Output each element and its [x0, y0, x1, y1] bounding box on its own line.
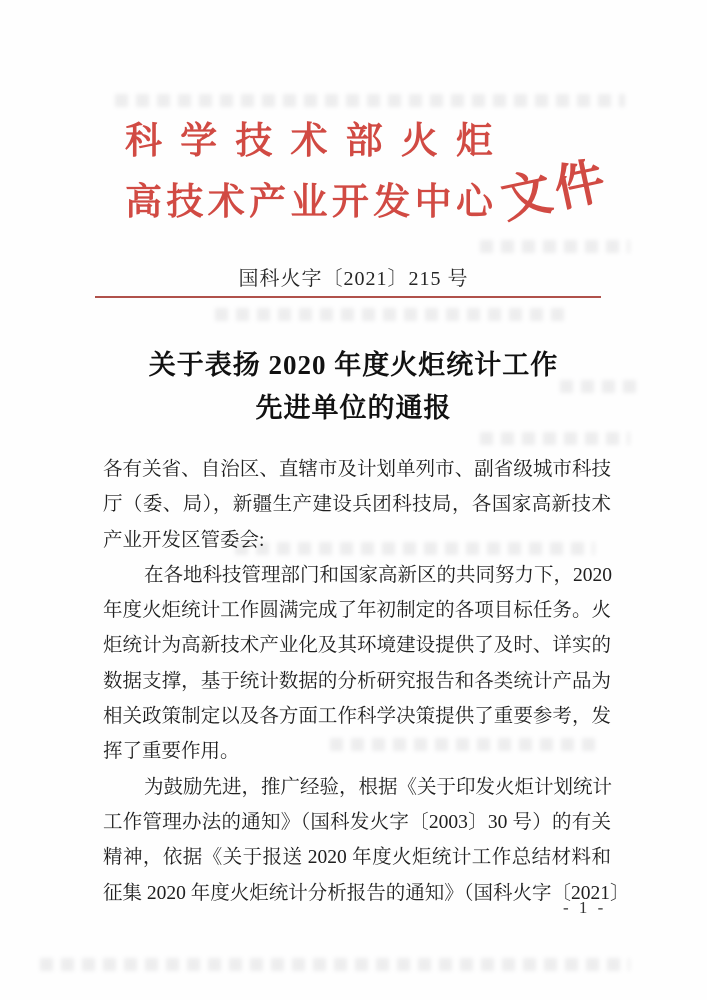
- document-title-line2: 先进单位的通报: [255, 393, 452, 423]
- body-line: 挥了重要作用。: [103, 741, 240, 763]
- issuing-org-name-line1: 科学技术部火炬: [125, 121, 493, 162]
- body-line: 产业开发区管委会:: [103, 529, 265, 551]
- bleedthrough-artifact: [115, 94, 625, 107]
- document-title: [0, 344, 707, 430]
- page-number: - 1 -: [563, 898, 607, 917]
- body-line: 为鼓励先进，推广经验，根据《关于印发火炬计划统计: [144, 776, 613, 798]
- body-line: 数据支撑，基于统计数据的分析研究报告和各类统计产品为: [103, 670, 611, 692]
- letterhead: [125, 118, 493, 226]
- body-line: 年度火炬统计工作圆满完成了年初制定的各项目标任务。火: [103, 600, 611, 622]
- body-line: 征集 2020 年度火炬统计分析报告的通知》（国科火字〔2021〕: [103, 882, 630, 904]
- letterhead-divider-rule: [95, 296, 601, 298]
- bleedthrough-artifact: [40, 958, 630, 971]
- issuing-org-name-line2: 高技术产业开发中心: [125, 182, 493, 223]
- bleedthrough-artifact: [215, 308, 565, 321]
- body-line: 相关政策制定以及各方面工作科学决策提供了重要参考，发: [103, 706, 611, 728]
- body-line: 厅（委、局），新疆生产建设兵团科技局，各国家高新技术: [103, 494, 611, 516]
- bleedthrough-artifact: [480, 240, 630, 253]
- document-body: [103, 452, 630, 911]
- body-line: 炬统计为高新技术产业化及其环境建设提供了及时、详实的: [103, 635, 611, 657]
- document-type-label: 文件: [496, 151, 614, 229]
- body-line: 在各地科技管理部门和国家高新区的共同努力下，2020: [144, 564, 613, 586]
- document-title-line1: 关于表扬 2020 年度火炬统计工作: [148, 350, 559, 380]
- bleedthrough-artifact: [480, 432, 630, 445]
- document-reference-number: 国科火字〔2021〕215 号: [238, 268, 469, 290]
- body-line: 精神，依据《关于报送 2020 年度火炬统计工作总结材料和: [103, 847, 611, 869]
- body-line: 各有关省、自治区、直辖市及计划单列市、副省级城市科技: [103, 459, 611, 480]
- body-line: 工作管理办法的通知》（国科发火字〔2003〕30 号）的有关: [103, 811, 611, 833]
